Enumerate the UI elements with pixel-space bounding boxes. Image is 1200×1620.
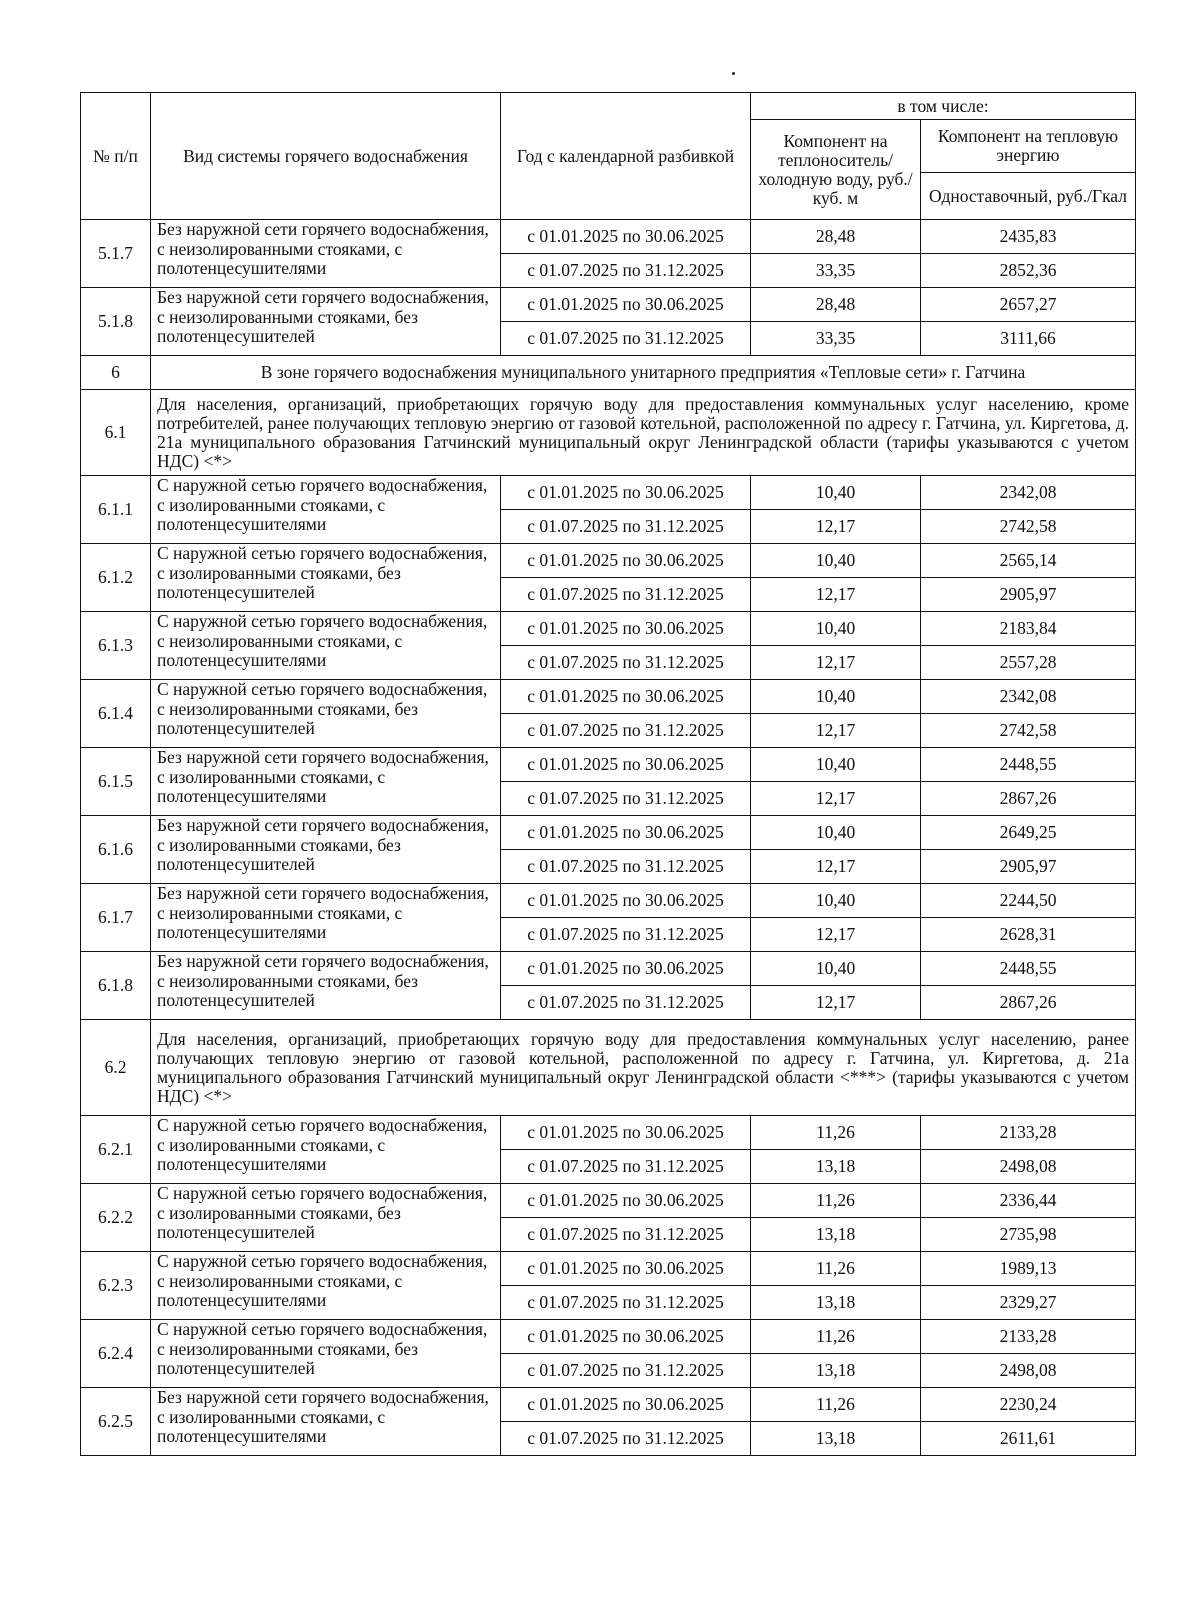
section-row	[81, 1020, 1136, 1116]
header-num: № п/п	[81, 93, 151, 220]
table-row	[81, 1252, 1136, 1286]
row-number: 6.2.3	[81, 1252, 151, 1320]
period-cell: с 01.01.2025 по 30.06.2025	[501, 476, 751, 510]
row-description: С наружной сетью горячего водоснабжения, с изолированными стояками, без полотенцесушителей	[151, 1184, 501, 1252]
period-cell: с 01.01.2025 по 30.06.2025	[501, 952, 751, 986]
period-cell: с 01.07.2025 по 31.12.2025	[501, 1354, 751, 1388]
heat-value: 2133,28	[921, 1320, 1136, 1354]
header-single-rate: Одноставочный, руб./Гкал	[921, 173, 1136, 220]
carrier-value: 13,18	[751, 1422, 921, 1456]
period-cell: с 01.07.2025 по 31.12.2025	[501, 1150, 751, 1184]
table-row	[81, 612, 1136, 646]
period-cell: с 01.07.2025 по 31.12.2025	[501, 646, 751, 680]
carrier-value: 11,26	[751, 1116, 921, 1150]
scan-dot	[732, 72, 735, 75]
row-description: Без наружной сети горячего водоснабжения, с неизолированными стояками, без полотенцесушителей	[151, 952, 501, 1020]
carrier-value: 12,17	[751, 578, 921, 612]
row-description: С наружной сетью горячего водоснабжения, с изолированными стояками, без полотенцесушителей	[151, 544, 501, 612]
table-row	[81, 220, 1136, 254]
tariff-table	[80, 92, 1136, 1456]
heat-value: 2448,55	[921, 748, 1136, 782]
heat-value: 2133,28	[921, 1116, 1136, 1150]
carrier-value: 11,26	[751, 1388, 921, 1422]
heat-value: 2498,08	[921, 1354, 1136, 1388]
heat-value: 2905,97	[921, 850, 1136, 884]
carrier-value: 12,17	[751, 850, 921, 884]
period-cell: с 01.01.2025 по 30.06.2025	[501, 544, 751, 578]
row-number: 6.2.4	[81, 1320, 151, 1388]
carrier-value: 11,26	[751, 1184, 921, 1218]
row-description: Без наружной сети горячего водоснабжения, с неизолированными стояками, с полотенцесушителями	[151, 220, 501, 288]
table-row	[81, 1388, 1136, 1422]
carrier-value: 28,48	[751, 220, 921, 254]
row-description: С наружной сетью горячего водоснабжения, с неизолированными стояками, без полотенцесушителей	[151, 1320, 501, 1388]
heat-value: 1989,13	[921, 1252, 1136, 1286]
period-cell: с 01.07.2025 по 31.12.2025	[501, 1286, 751, 1320]
heat-value: 2657,27	[921, 288, 1136, 322]
table-row	[81, 476, 1136, 510]
row-number: 6.1.4	[81, 680, 151, 748]
heat-value: 2342,08	[921, 680, 1136, 714]
heat-value: 2342,08	[921, 476, 1136, 510]
heat-value: 2742,58	[921, 714, 1136, 748]
period-cell: с 01.07.2025 по 31.12.2025	[501, 254, 751, 288]
section-number: 6.2	[81, 1020, 151, 1116]
row-description: Без наружной сети горячего водоснабжения, с неизолированными стояками, без полотенцесушителей	[151, 288, 501, 356]
heat-value: 2852,36	[921, 254, 1136, 288]
heat-value: 2183,84	[921, 612, 1136, 646]
period-cell: с 01.01.2025 по 30.06.2025	[501, 1388, 751, 1422]
row-number: 6.2.5	[81, 1388, 151, 1456]
carrier-value: 10,40	[751, 544, 921, 578]
period-cell: с 01.07.2025 по 31.12.2025	[501, 510, 751, 544]
heat-value: 2649,25	[921, 816, 1136, 850]
carrier-value: 33,35	[751, 322, 921, 356]
heat-value: 2735,98	[921, 1218, 1136, 1252]
section-number: 6	[81, 356, 151, 390]
row-number: 5.1.7	[81, 220, 151, 288]
carrier-value: 28,48	[751, 288, 921, 322]
row-number: 6.1.2	[81, 544, 151, 612]
header-system-type: Вид системы горячего водоснабжения	[151, 93, 501, 220]
heat-value: 2448,55	[921, 952, 1136, 986]
period-cell: с 01.07.2025 по 31.12.2025	[501, 1218, 751, 1252]
period-cell: с 01.07.2025 по 31.12.2025	[501, 986, 751, 1020]
carrier-value: 12,17	[751, 510, 921, 544]
row-description: С наружной сетью горячего водоснабжения, с изолированными стояками, с полотенцесушителями	[151, 1116, 501, 1184]
period-cell: с 01.01.2025 по 30.06.2025	[501, 1184, 751, 1218]
table-row	[81, 680, 1136, 714]
row-number: 6.1.7	[81, 884, 151, 952]
row-description: С наружной сетью горячего водоснабжения, с неизолированными стояками, с полотенцесушителями	[151, 1252, 501, 1320]
table-row	[81, 288, 1136, 322]
section-description: Для населения, организаций, приобретающих горячую воду для предоставления коммунальных услуг населению, ранее получающих тепловую энергию от газовой котельной, расположенной по адресу г. Гатчина, ул. Киргетова, д. 21а муниципального образования Гатчинский муниципальный округ Ленинградской области <***> (тарифы указываются с учетом НДС) <*>	[151, 1020, 1136, 1116]
heat-value: 3111,66	[921, 322, 1136, 356]
period-cell: с 01.07.2025 по 31.12.2025	[501, 322, 751, 356]
period-cell: с 01.01.2025 по 30.06.2025	[501, 612, 751, 646]
period-cell: с 01.01.2025 по 30.06.2025	[501, 884, 751, 918]
carrier-value: 33,35	[751, 254, 921, 288]
carrier-value: 10,40	[751, 816, 921, 850]
period-cell: с 01.07.2025 по 31.12.2025	[501, 850, 751, 884]
row-number: 6.1.3	[81, 612, 151, 680]
heat-value: 2244,50	[921, 884, 1136, 918]
period-cell: с 01.01.2025 по 30.06.2025	[501, 1116, 751, 1150]
table-row	[81, 748, 1136, 782]
heat-value: 2230,24	[921, 1388, 1136, 1422]
table-row	[81, 816, 1136, 850]
heat-value: 2557,28	[921, 646, 1136, 680]
period-cell: с 01.07.2025 по 31.12.2025	[501, 714, 751, 748]
carrier-value: 12,17	[751, 782, 921, 816]
heat-value: 2336,44	[921, 1184, 1136, 1218]
row-description: С наружной сетью горячего водоснабжения, с неизолированными стояками, с полотенцесушителями	[151, 612, 501, 680]
row-description: Без наружной сети горячего водоснабжения, с изолированными стояками, с полотенцесушителями	[151, 748, 501, 816]
carrier-value: 13,18	[751, 1286, 921, 1320]
row-description: Без наружной сети горячего водоснабжения, с изолированными стояками, с полотенцесушителями	[151, 1388, 501, 1456]
period-cell: с 01.01.2025 по 30.06.2025	[501, 288, 751, 322]
row-number: 6.1.8	[81, 952, 151, 1020]
heat-value: 2628,31	[921, 918, 1136, 952]
carrier-value: 11,26	[751, 1320, 921, 1354]
carrier-value: 10,40	[751, 612, 921, 646]
header-component-heat: Компонент на тепловую энергию	[921, 120, 1136, 173]
heat-value: 2329,27	[921, 1286, 1136, 1320]
carrier-value: 10,40	[751, 680, 921, 714]
table-row	[81, 544, 1136, 578]
carrier-value: 12,17	[751, 646, 921, 680]
row-number: 6.1.6	[81, 816, 151, 884]
heat-value: 2867,26	[921, 782, 1136, 816]
period-cell: с 01.01.2025 по 30.06.2025	[501, 816, 751, 850]
header-row	[81, 93, 1136, 120]
table-row	[81, 1116, 1136, 1150]
table-row	[81, 1184, 1136, 1218]
period-cell: с 01.07.2025 по 31.12.2025	[501, 782, 751, 816]
heat-value: 2498,08	[921, 1150, 1136, 1184]
row-number: 6.1.1	[81, 476, 151, 544]
heat-value: 2867,26	[921, 986, 1136, 1020]
header-component-carrier: Компонент на теплоноситель/ холодную воду, руб./куб. м	[751, 120, 921, 220]
row-description: С наружной сетью горячего водоснабжения, с изолированными стояками, с полотенцесушителями	[151, 476, 501, 544]
carrier-value: 10,40	[751, 952, 921, 986]
carrier-value: 13,18	[751, 1354, 921, 1388]
section-description: Для населения, организаций, приобретающих горячую воду для предоставления коммунальных услуг населению, кроме потребителей, ранее получающих тепловую энергию от газовой котельной, расположенной по адресу г. Гатчина, ул. Киргетова, д. 21а муниципального образования Гатчинский муниципальный округ Ленинградской области (тарифы указываются с учетом НДС) <*>	[151, 390, 1136, 476]
heat-value: 2435,83	[921, 220, 1136, 254]
period-cell: с 01.07.2025 по 31.12.2025	[501, 918, 751, 952]
table-row	[81, 1320, 1136, 1354]
carrier-value: 12,17	[751, 986, 921, 1020]
row-description: Без наружной сети горячего водоснабжения, с изолированными стояками, без полотенцесушителей	[151, 816, 501, 884]
header-including: в том числе:	[751, 93, 1136, 120]
row-description: С наружной сетью горячего водоснабжения, с неизолированными стояками, без полотенцесушителей	[151, 680, 501, 748]
period-cell: с 01.07.2025 по 31.12.2025	[501, 578, 751, 612]
section-row	[81, 356, 1136, 390]
heat-value: 2611,61	[921, 1422, 1136, 1456]
section-row	[81, 390, 1136, 476]
period-cell: с 01.01.2025 по 30.06.2025	[501, 1320, 751, 1354]
carrier-value: 13,18	[751, 1150, 921, 1184]
section-number: 6.1	[81, 390, 151, 476]
table-row	[81, 884, 1136, 918]
section-title: В зоне горячего водоснабжения муниципального унитарного предприятия «Тепловые сети» г. Гатчина	[151, 356, 1136, 390]
carrier-value: 12,17	[751, 918, 921, 952]
period-cell: с 01.01.2025 по 30.06.2025	[501, 220, 751, 254]
row-description: Без наружной сети горячего водоснабжения, с неизолированными стояками, с полотенцесушителями	[151, 884, 501, 952]
period-cell: с 01.01.2025 по 30.06.2025	[501, 748, 751, 782]
row-number: 6.1.5	[81, 748, 151, 816]
period-cell: с 01.01.2025 по 30.06.2025	[501, 1252, 751, 1286]
period-cell: с 01.07.2025 по 31.12.2025	[501, 1422, 751, 1456]
heat-value: 2905,97	[921, 578, 1136, 612]
carrier-value: 10,40	[751, 476, 921, 510]
carrier-value: 10,40	[751, 884, 921, 918]
header-year: Год с календарной разбивкой	[501, 93, 751, 220]
heat-value: 2742,58	[921, 510, 1136, 544]
carrier-value: 13,18	[751, 1218, 921, 1252]
carrier-value: 11,26	[751, 1252, 921, 1286]
row-number: 6.2.1	[81, 1116, 151, 1184]
carrier-value: 10,40	[751, 748, 921, 782]
row-number: 5.1.8	[81, 288, 151, 356]
row-number: 6.2.2	[81, 1184, 151, 1252]
period-cell: с 01.01.2025 по 30.06.2025	[501, 680, 751, 714]
table-row	[81, 952, 1136, 986]
carrier-value: 12,17	[751, 714, 921, 748]
heat-value: 2565,14	[921, 544, 1136, 578]
